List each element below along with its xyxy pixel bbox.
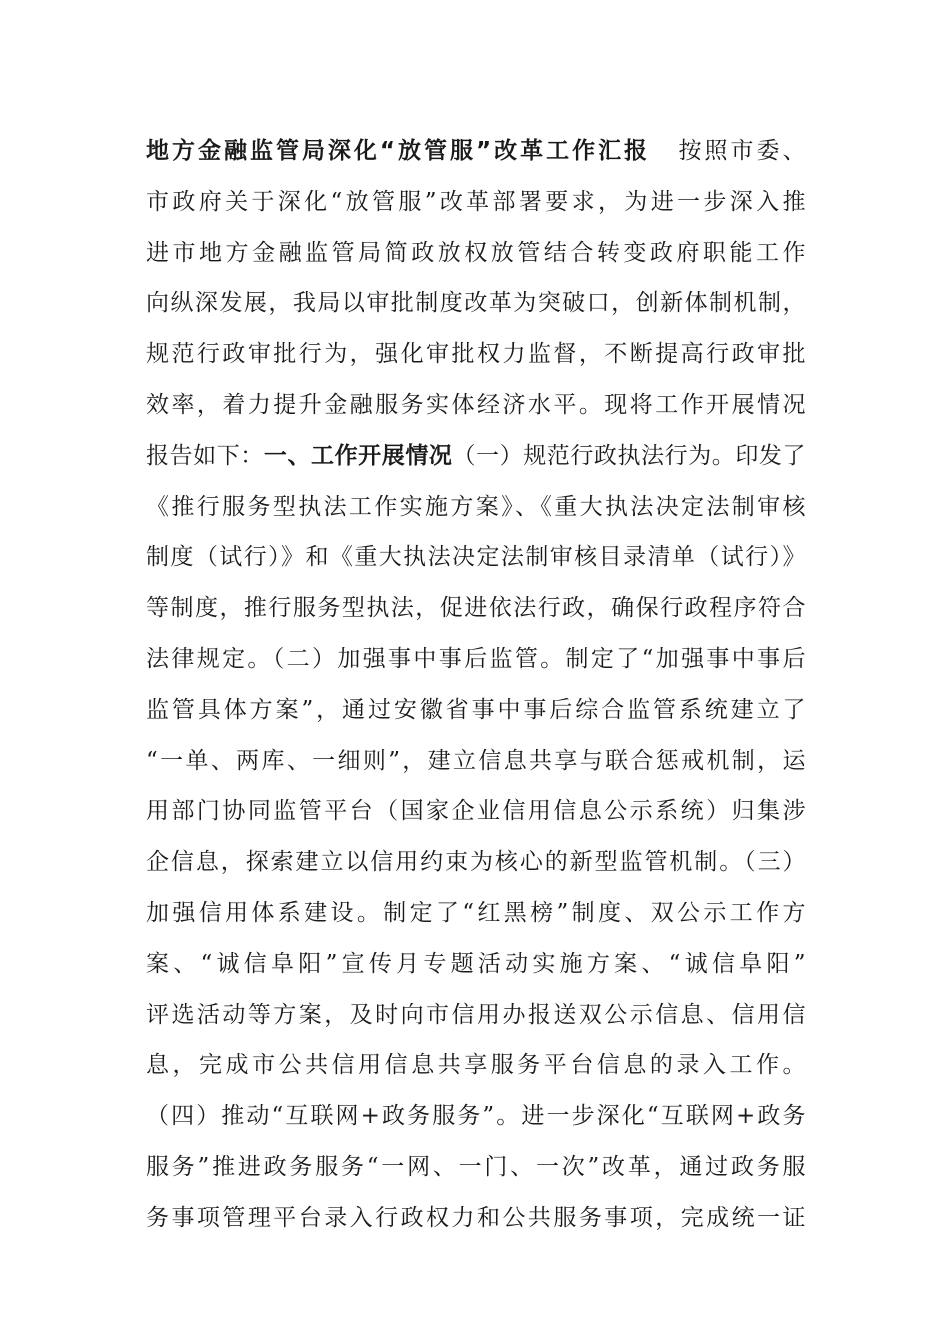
document-body xyxy=(146,126,806,1244)
line-7-text-pre: 报告如下： xyxy=(146,442,264,469)
line-13-text: “一单、两库、一细则”，建立信息共享与联合惩戒机制，运 xyxy=(146,747,806,774)
text-line-1 xyxy=(146,126,806,177)
line-18-text: 评选活动等方案，及时向市信用办报送双公示信息、信用信 xyxy=(146,1001,806,1028)
line-17-text: 案、“诚信阜阳”宣传月专题活动实施方案、“诚信阜阳” xyxy=(146,950,806,977)
line-6-text: 效率，着力提升金融服务实体经济水平。现将工作开展情况 xyxy=(146,391,806,418)
text-line-15 xyxy=(146,837,806,888)
text-line-21 xyxy=(146,1142,806,1193)
line-14-text: 用部门协同监管平台（国家企业信用信息公示系统）归集涉 xyxy=(146,798,806,825)
text-line-12 xyxy=(146,685,806,736)
text-line-22 xyxy=(146,1193,806,1244)
line-5-text: 规范行政审批行为，强化审批权力监督，不断提高行政审批 xyxy=(146,341,806,368)
line-11-text: 法律规定。（二）加强事中事后监管。制定了“加强事中事后 xyxy=(146,645,806,672)
text-line-20 xyxy=(146,1091,806,1142)
text-line-6 xyxy=(146,380,806,431)
text-line-9 xyxy=(146,532,806,583)
text-line-17 xyxy=(146,939,806,990)
line-10-text: 等制度，推行服务型执法，促进依法行政，确保行政程序符合 xyxy=(146,595,806,622)
line-1-text: 按照市委、 xyxy=(676,138,807,164)
text-line-4 xyxy=(146,278,806,329)
text-line-5 xyxy=(146,329,806,380)
text-line-8 xyxy=(146,482,806,533)
line-7-text-post: （一）规范行政执法行为。印发了 xyxy=(452,442,807,469)
text-line-11 xyxy=(146,634,806,685)
text-line-14 xyxy=(146,786,806,837)
line-3-text: 进市地方金融监管局简政放权放管结合转变政府职能工作 xyxy=(146,239,806,266)
line-12-text: 监管具体方案”，通过安徽省事中事后综合监管系统建立了 xyxy=(146,696,806,723)
line-21-text: 服务”推进政务服务“一网、一门、一次”改革，通过政务服 xyxy=(146,1153,806,1180)
line-15-text: 企信息，探索建立以信用约束为核心的新型监管机制。（三） xyxy=(146,849,806,876)
line-4-text: 向纵深发展，我局以审批制度改革为突破口，创新体制机制， xyxy=(146,290,806,317)
line-2-text: 市政府关于深化“放管服”改革部署要求，为进一步深入推 xyxy=(146,188,806,215)
line-19-text: 息，完成市公共信用信息共享服务平台信息的录入工作。 xyxy=(146,1052,806,1079)
text-line-18 xyxy=(146,990,806,1041)
section-heading: 一、工作开展情况 xyxy=(263,442,453,469)
text-line-13 xyxy=(146,736,806,787)
document-title: 地方金融监管局深化“放管服”改革工作汇报 xyxy=(146,138,651,164)
text-line-19 xyxy=(146,1040,806,1091)
text-line-10 xyxy=(146,583,806,634)
text-line-3 xyxy=(146,228,806,279)
line-16-text: 加强信用体系建设。制定了“红黑榜”制度、双公示工作方 xyxy=(146,899,806,926)
line-8-text: 《推行服务型执法工作实施方案》、《重大执法决定法制审核 xyxy=(146,493,806,520)
line-22-text: 务事项管理平台录入行政权力和公共服务事项，完成统一证 xyxy=(146,1204,806,1231)
text-line-16 xyxy=(146,888,806,939)
line-9-text: 制度（试行）》和《重大执法决定法制审核目录清单（试行）》 xyxy=(146,544,806,571)
line-20-text: （四）推动“互联网+政务服务”。进一步深化“互联网+政务 xyxy=(146,1103,806,1130)
text-line-2 xyxy=(146,177,806,228)
text-line-7 xyxy=(146,431,806,482)
